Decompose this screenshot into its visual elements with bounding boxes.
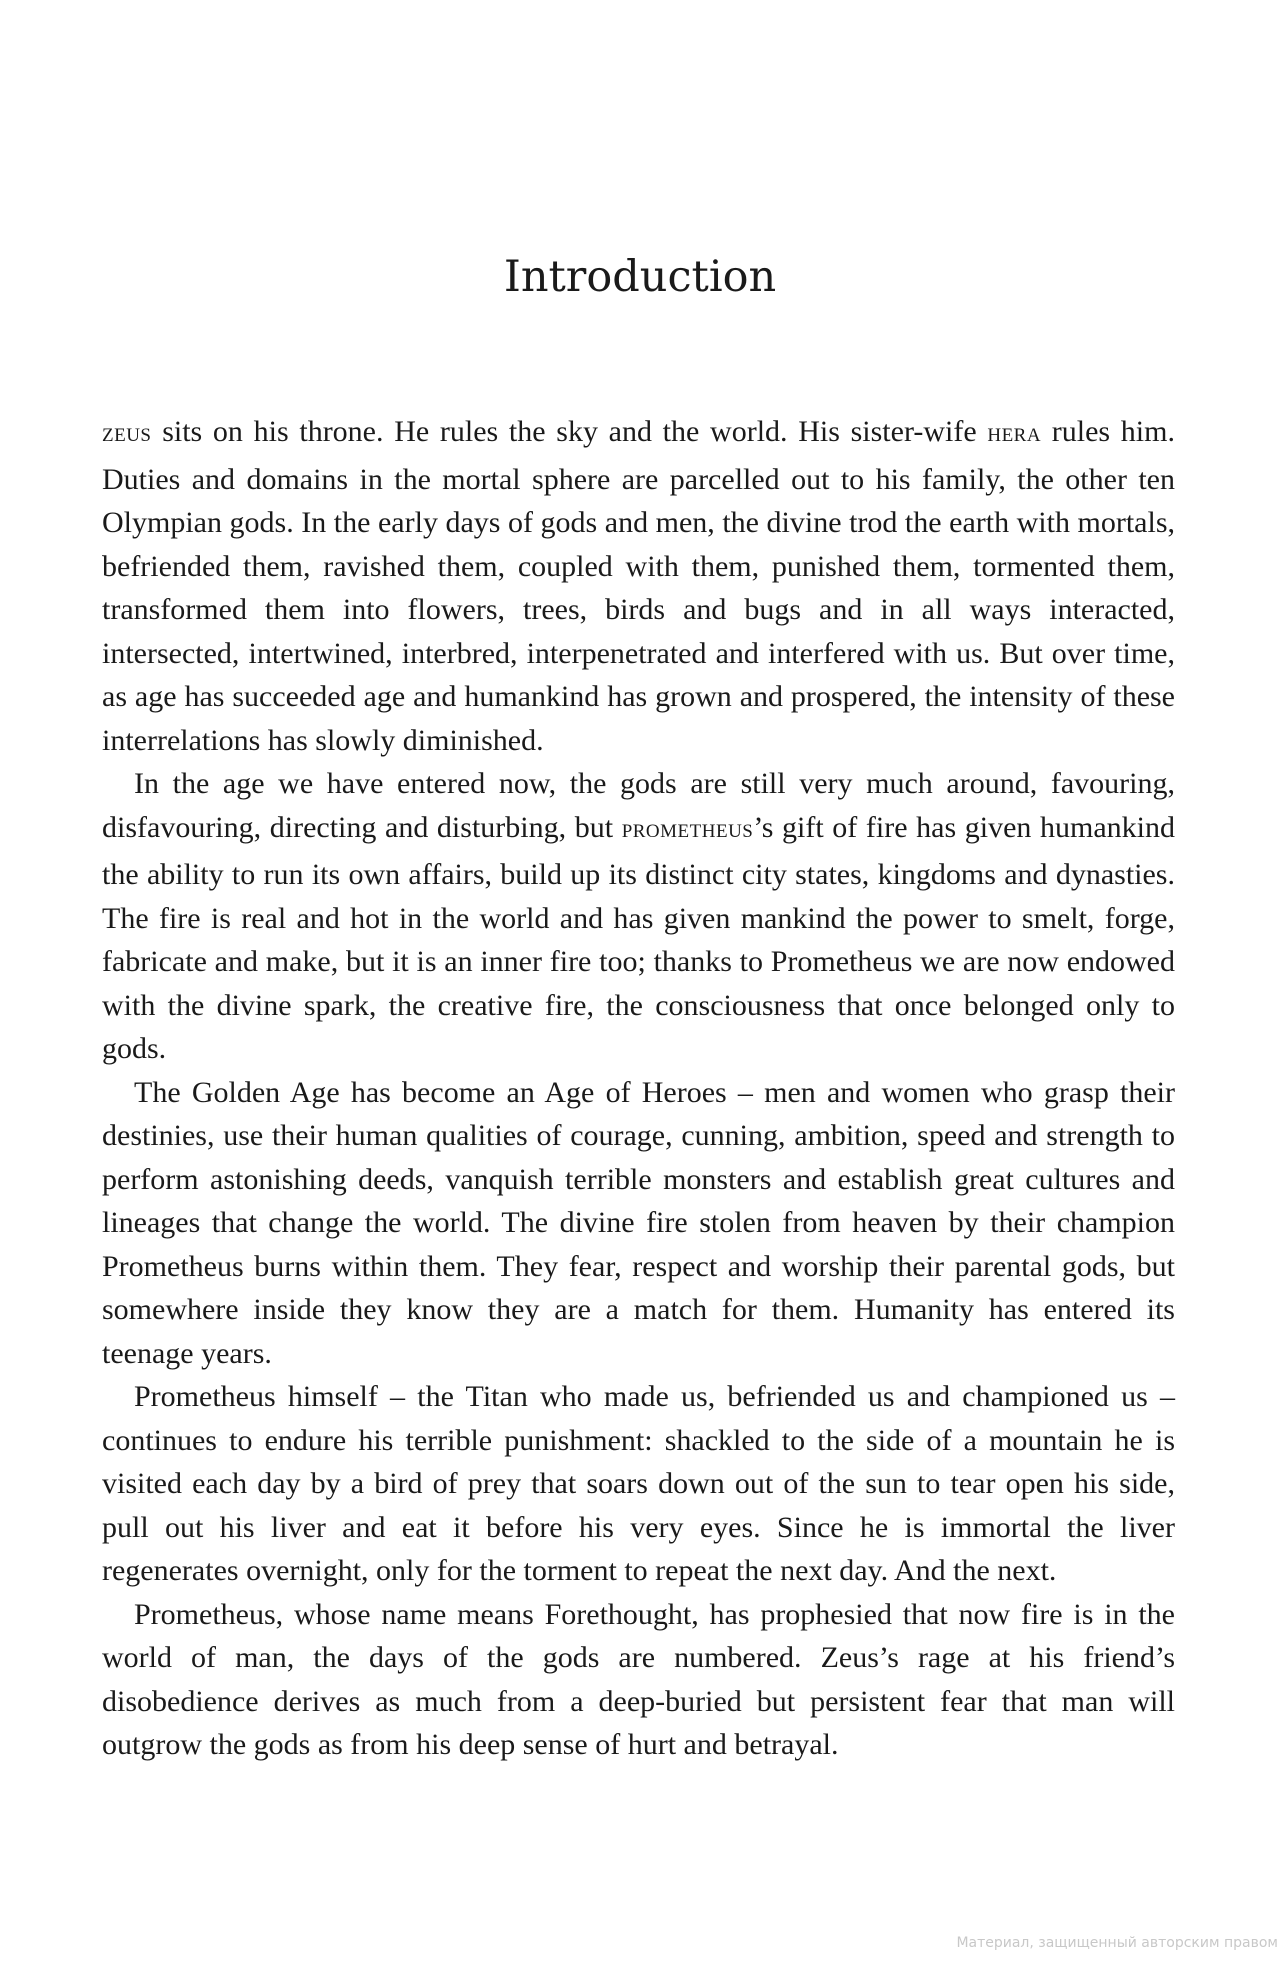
small-caps-name-prometheus: PROMETHEUS bbox=[621, 820, 754, 842]
paragraph-1-text-part-1: sits on his throne. He rules the sky and the world. His sister-wife bbox=[151, 415, 988, 448]
paragraph-1-text-part-2: rules him. Duties and domains in the mortal sphere are parcelled out to his family, the other ten Olympian gods. In the early days of gods and men, the divine trod the earth with mortals, befriended them, ravished them, coupled with them, punished them, tormented them, transformed them into flowers, trees, birds and bugs and in all ways interacted, intersected, intertwined, interbred, interpenetrated and interfered with us. But over time, as age has succeeded age and humankind has grown and prospered, the intensity of these interrelations has slowly diminished. bbox=[102, 415, 1175, 757]
body-text bbox=[102, 410, 1175, 1767]
small-caps-name-hera: HERA bbox=[987, 425, 1042, 446]
copyright-watermark: Материал, защищенный авторским правом bbox=[956, 1935, 1278, 1951]
paragraph-1 bbox=[102, 410, 1175, 762]
paragraph-4: Prometheus himself – the Titan who made us, befriended us and championed us – continues to endure his terrible punishment: shackled to the side of a mountain he is visited each day by a bird of prey that soars down out of the sun to tear open his side, pull out his liver and eat it before his very eyes. Since he is immortal the liver regenerates overnight, only for the torment to repeat the next day. And the next. bbox=[102, 1380, 1175, 1587]
paragraph-5: Prometheus, whose name means Forethought, has prophesied that now fire is in the world of man, the days of the gods are numbered. Zeus’s rage at his friend’s disobedience derives as much from a deep-buried but persistent fear that man will outgrow the gods as from his deep sense of hurt and betrayal. bbox=[102, 1597, 1175, 1761]
paragraph-2 bbox=[102, 762, 1175, 1071]
paragraph-2-text-part-1: In the age we have entered now, the gods are still very much around, favouring, disfavouring, directing and disturbing, but bbox=[102, 767, 1175, 844]
paragraph-2-text-part-2: ’s gift of fire has given humankind the ability to run its own affairs, build up its distinct city states, kingdoms and dynasties. The fire is real and hot in the world and has given mankind the power to smelt, forge, fabricate and make, but it is an inner fire too; thanks to Prometheus we are now endowed with the divine spark, the creative fire, the consciousness that once belonged only to gods. bbox=[102, 810, 1175, 1065]
chapter-title: Introduction bbox=[503, 252, 777, 302]
small-caps-name-zeus: ZEUS bbox=[102, 425, 152, 446]
paragraph-3: The Golden Age has become an Age of Heroes – men and women who grasp their destinies, use their human qualities of courage, cunning, ambition, speed and strength to perform astonishing deeds, vanquish terrible monsters and establish great cultures and lineages that change the world. The divine fire stolen from heaven by their champion Prometheus burns within them. They fear, respect and worship their parental gods, but somewhere inside they know they are a match for them. Humanity has entered its teenage years. bbox=[102, 1075, 1175, 1370]
